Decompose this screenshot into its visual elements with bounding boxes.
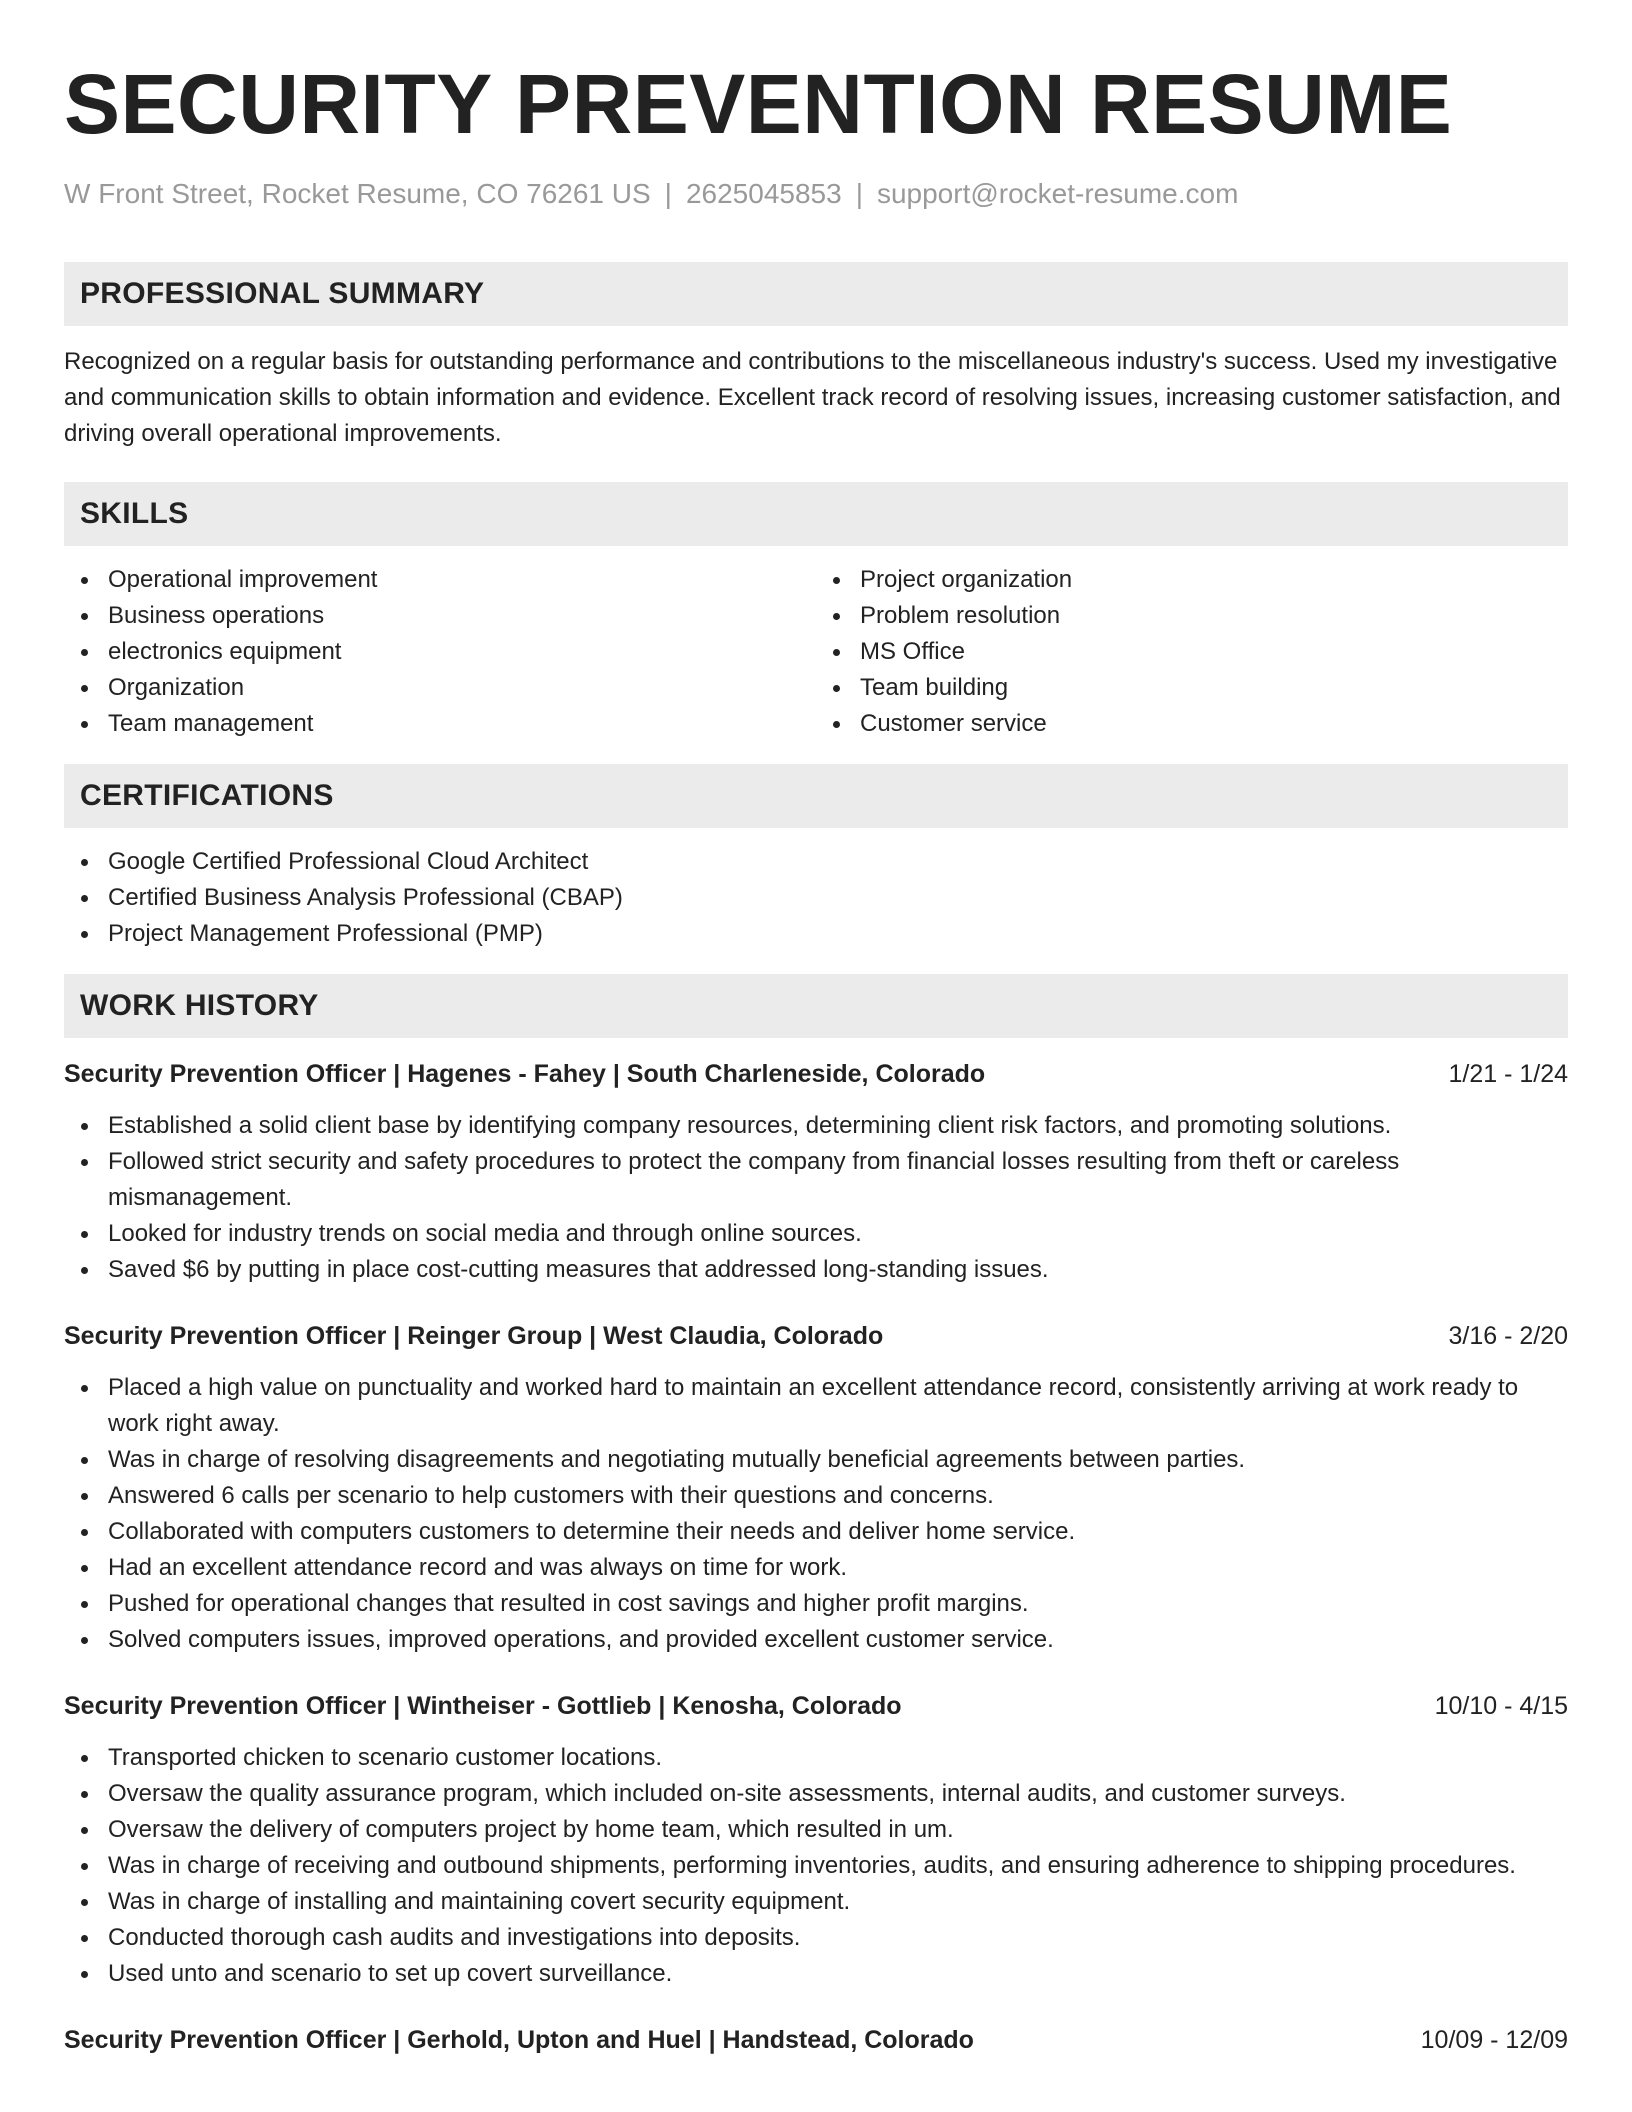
summary-text: Recognized on a regular basis for outstanding performance and contributions to the miscellaneous industry's success. Used my investigative and communication skills to obtain information and evidence. Excellent track record of resolving issues, increasing customer satisfaction, and driving overall operational improvements. — [64, 348, 1561, 447]
job-duty: Was in charge of installing and maintaining covert security equipment. — [64, 1884, 1568, 1920]
job-duty: Looked for industry trends on social media and through online sources. — [64, 1216, 1568, 1252]
contact-separator: | — [664, 178, 672, 209]
job-duty: Answered 6 calls per scenario to help customers with their questions and concerns. — [64, 1478, 1568, 1514]
skills-column-left — [64, 562, 816, 742]
skill-item: Customer service — [816, 706, 1568, 742]
job-dates: 1/21 - 1/24 — [1448, 1060, 1568, 1088]
job-duty: Established a solid client base by identifying company resources, determining client risk factors, and promoting solutions. — [64, 1108, 1568, 1144]
job-entry — [64, 1056, 1568, 1288]
job-duty: Was in charge of receiving and outbound shipments, performing inventories, audits, and ensuring adherence to shipping procedures. — [64, 1848, 1568, 1884]
job-duty: Oversaw the quality assurance program, which included on-site assessments, internal audits, and customer surveys. — [64, 1776, 1568, 1812]
skill-item: MS Office — [816, 634, 1568, 670]
skill-item: Problem resolution — [816, 598, 1568, 634]
skill-item: Operational improvement — [64, 562, 816, 598]
contact-line — [64, 176, 1568, 212]
job-dates: 10/09 - 12/09 — [1420, 2026, 1568, 2054]
skill-item: Team building — [816, 670, 1568, 706]
certification-item: Google Certified Professional Cloud Architect — [64, 844, 1568, 880]
contact-address: W Front Street, Rocket Resume, CO 76261 US — [64, 178, 651, 209]
contact-email: support@rocket-resume.com — [876, 178, 1239, 209]
resume-title: SECURITY PREVENTION RESUME — [64, 57, 1453, 151]
certifications-list — [64, 844, 1568, 952]
section-header-professional-summary: PROFESSIONAL SUMMARY — [64, 262, 1568, 326]
job-title: Security Prevention Officer | Hagenes - Fahey | South Charleneside, Colorado — [64, 1060, 986, 1088]
job-header — [64, 1688, 1568, 1724]
section-header-work-history: WORK HISTORY — [64, 974, 1568, 1038]
job-duties-list — [64, 1108, 1568, 1288]
job-title: Security Prevention Officer | Reinger Group | West Claudia, Colorado — [64, 1322, 884, 1350]
job-duty: Solved computers issues, improved operations, and provided excellent customer service. — [64, 1622, 1568, 1658]
job-duty: Used unto and scenario to set up covert surveillance. — [64, 1956, 1568, 1992]
job-entry — [64, 1318, 1568, 1658]
job-dates: 3/16 - 2/20 — [1448, 1322, 1568, 1350]
certification-item: Project Management Professional (PMP) — [64, 916, 1568, 952]
job-entry — [64, 2022, 1568, 2058]
skill-item: Business operations — [64, 598, 816, 634]
skills-grid — [64, 562, 1568, 742]
skills-column-right — [816, 562, 1568, 742]
job-duties-list — [64, 1370, 1568, 1658]
job-duty: Followed strict security and safety procedures to protect the company from financial losses resulting from theft or careless mismanagement. — [64, 1144, 1568, 1216]
job-entry — [64, 1688, 1568, 1992]
job-header — [64, 2022, 1568, 2058]
job-duty: Was in charge of resolving disagreements and negotiating mutually beneficial agreements between parties. — [64, 1442, 1568, 1478]
job-duty: Oversaw the delivery of computers project by home team, which resulted in um. — [64, 1812, 1568, 1848]
job-duty: Pushed for operational changes that resulted in cost savings and higher profit margins. — [64, 1586, 1568, 1622]
job-header — [64, 1318, 1568, 1354]
section-header-skills: SKILLS — [64, 482, 1568, 546]
job-duty: Placed a high value on punctuality and worked hard to maintain an excellent attendance record, consistently arriving at work ready to work right away. — [64, 1370, 1568, 1442]
skill-item: Project organization — [816, 562, 1568, 598]
job-duty: Conducted thorough cash audits and investigations into deposits. — [64, 1920, 1568, 1956]
job-duty: Had an excellent attendance record and was always on time for work. — [64, 1550, 1568, 1586]
skill-item: Team management — [64, 706, 816, 742]
job-duty: Transported chicken to scenario customer locations. — [64, 1740, 1568, 1776]
contact-phone: 2625045853 — [685, 178, 842, 209]
certification-item: Certified Business Analysis Professional (CBAP) — [64, 880, 1568, 916]
job-duty: Saved $6 by putting in place cost-cutting measures that addressed long-standing issues. — [64, 1252, 1568, 1288]
contact-separator: | — [855, 178, 863, 209]
job-dates: 10/10 - 4/15 — [1434, 1692, 1568, 1720]
job-title: Security Prevention Officer | Wintheiser - Gottlieb | Kenosha, Colorado — [64, 1692, 902, 1720]
job-duty: Collaborated with computers customers to determine their needs and deliver home service. — [64, 1514, 1568, 1550]
section-header-certifications: CERTIFICATIONS — [64, 764, 1568, 828]
skill-item: electronics equipment — [64, 634, 816, 670]
job-duties-list — [64, 1740, 1568, 1992]
skill-item: Organization — [64, 670, 816, 706]
job-header — [64, 1056, 1568, 1092]
job-title: Security Prevention Officer | Gerhold, Upton and Huel | Handstead, Colorado — [64, 2026, 974, 2054]
